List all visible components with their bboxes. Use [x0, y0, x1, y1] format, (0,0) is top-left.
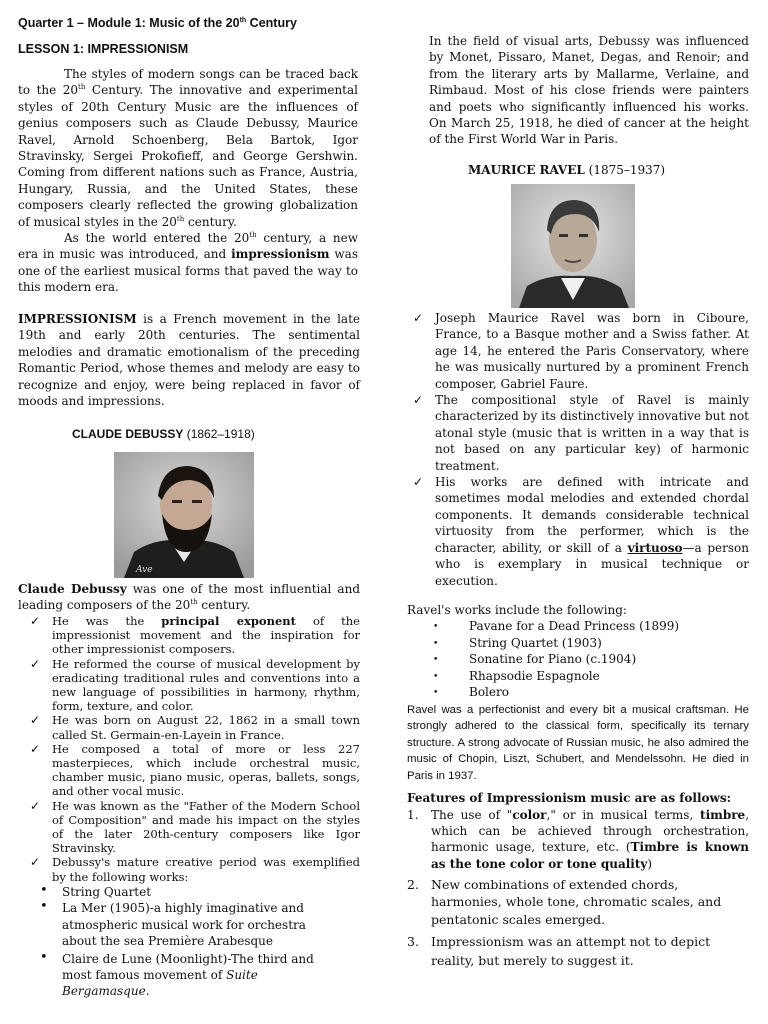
- check-icon: ✓: [413, 393, 424, 408]
- bullet-icon: •: [40, 883, 48, 898]
- check-icon: ✓: [413, 311, 424, 325]
- list-item: • Pavane for a Dead Princess (1899): [407, 618, 727, 635]
- list-item: ✓ He reformed the course of musical development by eradicating traditional rules and conventions into a new language of possibilities in harmony, rhythm, form, texture, and color.: [30, 656, 360, 714]
- list-item: ✓ He was born on August 22, 1862 in a small town called St. Germain-en-Layein in France.: [30, 713, 360, 742]
- list-item: • String Quartet: [40, 883, 152, 899]
- intro-paragraph-2: As the world entered the 20th century, a new era in music was introduced, and impressionism was one of the earliest musical forms that paved the way to this modern era.: [18, 231, 358, 295]
- list-item: ✓ He composed a total of more or less 227 masterpieces, which include orchestral music, chamber music, piano music, operas, ballets, songs, and other vocal music.: [30, 741, 360, 799]
- check-icon: ✓: [30, 614, 41, 628]
- check-icon: ✓: [30, 713, 41, 728]
- debussy-lead: Claude Debussy was one of the most influential and leading composers of the 20th century.: [18, 582, 360, 613]
- list-item: 1. The use of "color," or in musical terms, timbre, which can be achieved through orchestration, harmonic usage, texture, etc. (Timbre is known as the tone color or tone quality): [407, 808, 750, 871]
- intro-paragraph-1: The styles of modern songs can be traced back to the 20th Century. The innovative and experimental styles of 20th Century Music are the influences of genius composers such as Claude Debussy, Maurice Ravel, Arnold Schoenberg, Bela Bartok, Igor Stravinsky, Sergei Prokofieff, and George Gershwin. Coming from different nations such as France, Austria, Hungary, Russia, and the United States, these composers clearly reflected the growing globalization of musical styles in the 20th century.: [18, 67, 358, 229]
- ravel-facts-list: [401, 310, 749, 589]
- features-list: [407, 807, 749, 971]
- list-item: ✓ He was known as the "Father of the Modern School of Composition" and made his impact on the styles of the later 20th-century composers like Igor Stravinsky.: [30, 798, 360, 856]
- list-item: • Rhapsodie Espagnole: [407, 668, 727, 685]
- check-icon: ✓: [30, 855, 41, 870]
- features-heading: Features of Impressionism music are as follows:: [407, 791, 732, 805]
- bullet-icon: •: [433, 655, 439, 666]
- list-item: • La Mer (1905)-a highly imaginative and atmospheric musical work for orchestra about the sea Première Arabesque: [40, 899, 306, 949]
- debussy-heading: CLAUDE DEBUSSY (1862–1918): [72, 427, 255, 441]
- debussy-portrait: [114, 452, 254, 578]
- debussy-facts-list: [18, 614, 360, 884]
- list-item: • Sonatine for Piano (c.1904): [407, 651, 727, 668]
- ravel-heading: MAURICE RAVEL (1875–1937): [468, 163, 666, 177]
- list-item: 3. Impressionism was an attempt not to depict reality, but merely to suggest it.: [407, 933, 711, 969]
- ravel-works-intro: Ravel's works include the following:: [407, 603, 627, 617]
- list-item: • String Quartet (1903): [407, 635, 727, 652]
- debussy-works-list: [18, 884, 340, 1000]
- debussy-portrait-image: [114, 452, 254, 578]
- module-title: Quarter 1 – Module 1: Music of the 20th Century: [18, 16, 297, 30]
- intro-section: [18, 66, 358, 296]
- debussy-influences: In the field of visual arts, Debussy was influenced by Monet, Pissaro, Manet, Degas, and Renoir; and from the literary arts by Mallarme, Verlaine, and Rimbaud. Most of his close friends were painters and poets who significantly influenced his works. On March 25, 1918, he died of cancer at the height of the First World War in Paris.: [429, 34, 749, 147]
- list-item: • Claire de Lune (Moonlight)-The third and most famous movement of Suite Bergamasque.: [40, 949, 314, 999]
- bullet-icon: •: [433, 671, 439, 682]
- ravel-closing: Ravel was a perfectionist and every bit a musical craftsman. He strongly adhered to the classical form, specifically its ternary structure. A strong advocate of Russian music, he also admired the music of Chopin, Liszt, Schubert, and Mendelssohn. He died in Paris in 1937.: [407, 704, 749, 782]
- ravel-works-list: [407, 618, 727, 701]
- bullet-icon: •: [40, 899, 48, 915]
- bullet-icon: •: [40, 949, 48, 965]
- list-item: 2. New combinations of extended chords, harmonies, whole tone, chromatic scales, and pentatonic scales emerged.: [407, 876, 722, 927]
- list-item: ✓ Joseph Maurice Ravel was born in Ciboure, France, to a Basque mother and a Swiss father. At age 14, he entered the Paris Conservatory, where he was musically nurtured by a prominent French composer, Gabriel Faure.: [413, 311, 749, 391]
- lesson-title: LESSON 1: IMPRESSIONISM: [18, 42, 189, 56]
- list-item: ✓ Debussy's mature creative period was exemplified by the following works:: [30, 855, 360, 884]
- bullet-icon: •: [433, 688, 439, 699]
- check-icon: ✓: [30, 741, 41, 756]
- check-icon: ✓: [30, 798, 41, 813]
- list-item: ✓ His works are defined with intricate and sometimes modal melodies and extended chordal components. It demands considerable technical virtuosity from the performer, which is the character, ability, or skill of a virtuoso—a person who is exemplary in musical technique or execution.: [413, 475, 749, 588]
- ravel-portrait: [511, 184, 635, 308]
- list-item: ✓ He was the principal exponent of the impressionist movement and the inspiration for other impressionist composers.: [30, 614, 360, 657]
- bullet-icon: •: [433, 622, 439, 632]
- check-icon: ✓: [413, 475, 424, 490]
- list-item: • Bolero: [407, 684, 727, 701]
- bullet-icon: •: [433, 638, 439, 649]
- impressionism-definition: IMPRESSIONISM is a French movement in the late 19th and early 20th centuries. The sentimental melodies and dramatic emotionalism of the preceding Romantic Period, whose themes and melody are easy to recognize and enjoy, were being replaced in favor of moods and impressions.: [18, 312, 360, 409]
- list-item: ✓ The compositional style of Ravel is mainly characterized by its distinctively innovative but not atonal style (music that is written in a way that is not based on any particular key) of harmonic treatment.: [413, 393, 749, 473]
- debussy-portrait-signature: Ave: [136, 565, 153, 575]
- ravel-portrait-image: [511, 184, 635, 308]
- check-icon: ✓: [30, 656, 41, 671]
